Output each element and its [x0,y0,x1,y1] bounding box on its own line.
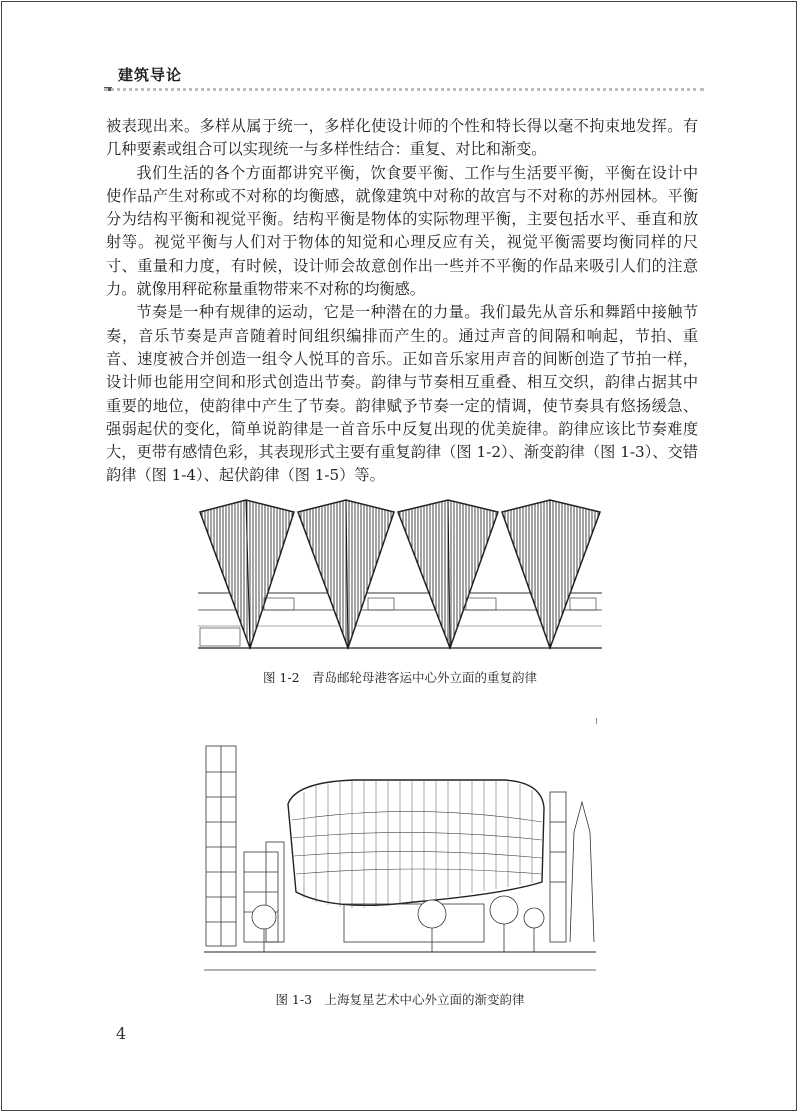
page-number: 4 [116,1024,127,1043]
figure-1-2-caption: 图 1-2 青岛邮轮母港客运中心外立面的重复韵律 [262,670,538,685]
figure-1-2-illustration [198,498,602,650]
paragraph-1: 被表现出来。多样从属于统一，多样化使设计师的个性和特长得以毫不拘束地发挥。有几种要素或组合可以实现统一与多样性结合：重复、对比和渐变。 [106,117,698,159]
paragraph-3: 节奏是一种有规律的运动，它是一种潜在的力量。我们最先从音乐和舞蹈中接触节奏，音乐节奏是声音随着时间组织编排而产生的。通过声音的间隔和响起，节拍、重音、速度被合并创造一组令人悦耳的音乐。正如音乐家用声音的间断创造了节拍一样，设计师也能用空间和形式创造出节奏。韵律与节奏相互重叠、相互交织，韵律占据其中重要的地位，使韵律中产生了节奏。韵律赋予节奏一定的情调，使节奏具有悠扬缓急、强弱起伏的变化，简单说韵律是一首音乐中反复出现的优美旋律。韵律应该比节奏难度大，更带有感情色彩，其表现形式主要有重复韵律（图 1-2）、渐变韵律（图 1-3）、交错韵律（图 1-4）、起伏韵律（图 1-5）等。 [106,303,698,485]
scan-mark [596,718,597,724]
running-header-title: 建筑导论 [118,66,183,84]
header-rule [104,88,704,91]
figure-1-3-caption: 图 1-3 上海复星艺术中心外立面的渐变韵律 [275,992,525,1007]
gradient-facade-drawing [204,742,596,972]
repeated-facade-drawing [198,498,602,650]
figure-1-3-illustration [204,742,596,972]
body-text [106,115,698,488]
paragraph-2: 我们生活的各个方面都讲究平衡，饮食要平衡、工作与生活要平衡，平衡在设计中使作品产生对称或不对称的均衡感，就像建筑中对称的故宫与不对称的苏州园林。平衡分为结构平衡和视觉平衡。结构平衡是物体的实际物理平衡，主要包括水平、垂直和放射等。视觉平衡与人们对于物体的知觉和心理反应有关，视觉平衡需要均衡同样的尺寸、重量和力度，有时候，设计师会故意创作出一些并不平衡的作品来吸引人们的注意力。就像用秤砣称量重物带来不对称的均衡感。 [106,163,698,299]
